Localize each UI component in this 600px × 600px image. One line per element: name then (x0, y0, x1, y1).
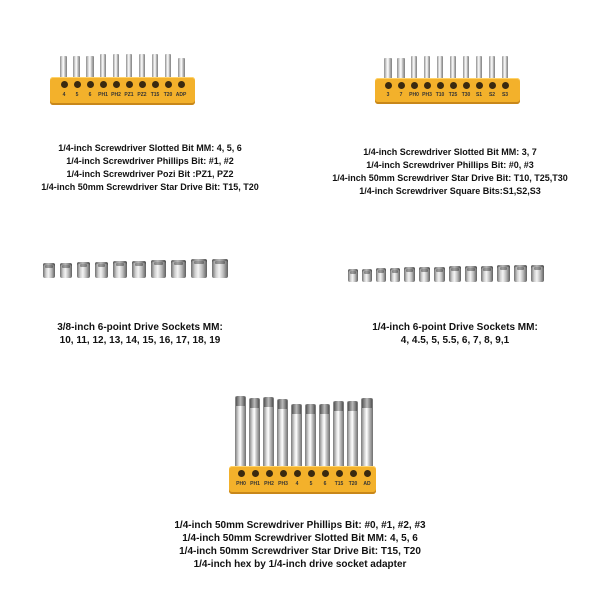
socket (465, 266, 477, 282)
long-bit (361, 398, 373, 470)
panel-quarter-inch-sockets (300, 200, 600, 370)
bit-holder-a (50, 50, 195, 105)
caption-line: 10, 11, 12, 13, 14, 15, 16, 17, 18, 19 (59, 335, 221, 346)
slot-label: PZ2 (137, 92, 147, 98)
slot-dot (87, 81, 94, 88)
socket (404, 267, 415, 282)
socket (376, 268, 386, 282)
slot-label: S2 (488, 92, 496, 98)
slot-dot (350, 470, 357, 477)
panel-three-eighths-sockets (0, 200, 300, 370)
slot-dot (178, 81, 185, 88)
slot-label: 6 (323, 481, 327, 487)
socket (362, 269, 372, 282)
socket (77, 262, 90, 278)
slot-label: 5 (75, 92, 79, 98)
slot-dot (364, 470, 371, 477)
panel-50mm-bits (0, 370, 600, 600)
slot-label: PH0 (236, 481, 246, 487)
caption-line: 3/8-inch 6-point Drive Sockets MM: (57, 322, 223, 333)
slot-label: T15 (334, 481, 344, 487)
caption-line: 1/4-inch Screwdriver Slotted Bit MM: 4, 5, 6 (58, 143, 242, 153)
socket (419, 267, 430, 282)
socket (434, 267, 445, 282)
slot-dot (266, 470, 273, 477)
slot-label: S3 (501, 92, 509, 98)
slot-dot (252, 470, 259, 477)
slot-label: 4 (295, 481, 299, 487)
slot-label: 6 (88, 92, 92, 98)
slot-dot (139, 81, 146, 88)
socket (171, 260, 186, 278)
long-bit (291, 404, 302, 470)
slot-dot (336, 470, 343, 477)
slot-dot (113, 81, 120, 88)
slot-dot (398, 82, 405, 89)
long-bit-holder (229, 396, 376, 494)
holder-strip (375, 78, 520, 104)
slot-label: T20 (348, 481, 358, 487)
slot-label: T15 (150, 92, 160, 98)
slot-label: T20 (163, 92, 173, 98)
panel-screwdriver-bits-set-a (0, 0, 300, 200)
slot-label: PH1 (250, 481, 260, 487)
slot-dot (294, 470, 301, 477)
socket (514, 265, 527, 282)
caption-line: 1/4-inch Screwdriver Slotted Bit MM: 3, 7 (363, 147, 537, 157)
socket (60, 263, 72, 278)
caption-line: 1/4-inch 6-point Drive Sockets MM: (372, 322, 538, 333)
caption (300, 146, 600, 198)
caption-line: 1/4-inch 50mm Screwdriver Star Drive Bit: T10, T25,T30 (332, 173, 568, 183)
caption-line: 1/4-inch hex by 1/4-inch drive socket adapter (193, 559, 407, 570)
socket (113, 261, 127, 278)
slot-label: 5 (309, 481, 313, 487)
slot-dot (489, 82, 496, 89)
socket (212, 259, 228, 278)
caption-line: 1/4-inch 50mm Screwdriver Star Drive Bit: T15, T20 (41, 182, 259, 192)
holder-strip (229, 466, 376, 494)
socket (497, 265, 510, 282)
slot-dot (411, 82, 418, 89)
long-bit (333, 401, 344, 470)
slot-label: 4 (62, 92, 66, 98)
caption (300, 321, 600, 347)
caption-line: 1/4-inch Screwdriver Square Bits:S1,S2,S3 (359, 186, 541, 196)
slot-label: PH1 (98, 92, 108, 98)
slot-dot (463, 82, 470, 89)
socket (390, 268, 400, 282)
slot-label: 3 (386, 92, 390, 98)
bit-holder-b (375, 52, 520, 104)
holder-strip (50, 77, 195, 105)
slot-dot (450, 82, 457, 89)
slot-label: PH2 (111, 92, 121, 98)
slot-dot (126, 81, 133, 88)
caption-line: 1/4-inch Screwdriver Phillips Bit: #1, #2 (66, 156, 234, 166)
slot-dot (100, 81, 107, 88)
long-bit (249, 398, 260, 470)
long-bit (319, 404, 330, 470)
socket (151, 260, 166, 278)
slot-dot (424, 82, 431, 89)
long-bit (235, 396, 246, 470)
caption-line: 1/4-inch 50mm Screwdriver Slotted Bit MM: 4, 5, 6 (182, 533, 418, 544)
slot-label: T30 (461, 92, 471, 98)
slot-dot (165, 81, 172, 88)
slot-dot (61, 81, 68, 88)
long-bit (347, 401, 358, 470)
caption-line: 4, 4.5, 5, 5.5, 6, 7, 8, 9,1 (400, 335, 510, 346)
slot-label: PH3 (278, 481, 288, 487)
slot-label: PH2 (264, 481, 274, 487)
slot-label: AD (363, 481, 371, 487)
long-bit (277, 399, 288, 470)
slot-label: T10 (435, 92, 445, 98)
slot-label: ADP (175, 92, 187, 98)
caption-line: 1/4-inch Screwdriver Phillips Bit: #0, #3 (366, 160, 534, 170)
panel-screwdriver-bits-set-b (300, 0, 600, 200)
long-bit (263, 397, 274, 470)
slot-label: S1 (475, 92, 483, 98)
slot-label: PZ1 (124, 92, 134, 98)
slot-dot (280, 470, 287, 477)
slot-label: T25 (448, 92, 458, 98)
caption (0, 321, 280, 347)
socket (449, 266, 461, 282)
caption-line: 1/4-inch 50mm Screwdriver Phillips Bit: #0, #1, #2, #3 (174, 520, 426, 531)
caption-line: 1/4-inch 50mm Screwdriver Star Drive Bit: T15, T20 (179, 546, 421, 557)
socket-row (300, 262, 600, 284)
caption (0, 142, 300, 194)
slot-dot (502, 82, 509, 89)
socket (348, 269, 358, 282)
socket (43, 263, 55, 278)
slot-dot (152, 81, 159, 88)
socket-row (0, 258, 300, 282)
long-bit (305, 404, 316, 470)
slot-dot (476, 82, 483, 89)
slot-dot (308, 470, 315, 477)
slot-label: PH3 (422, 92, 432, 98)
slot-label: PH0 (409, 92, 419, 98)
socket (191, 259, 207, 278)
slot-dot (322, 470, 329, 477)
slot-dot (74, 81, 81, 88)
slot-label: 7 (399, 92, 403, 98)
socket (481, 266, 493, 282)
slot-dot (238, 470, 245, 477)
socket (132, 261, 146, 278)
socket (531, 265, 544, 282)
slot-dot (437, 82, 444, 89)
socket (95, 262, 108, 278)
slot-dot (385, 82, 392, 89)
caption-line: 1/4-inch Screwdriver Pozi Bit :PZ1, PZ2 (66, 169, 234, 179)
caption (0, 519, 600, 571)
